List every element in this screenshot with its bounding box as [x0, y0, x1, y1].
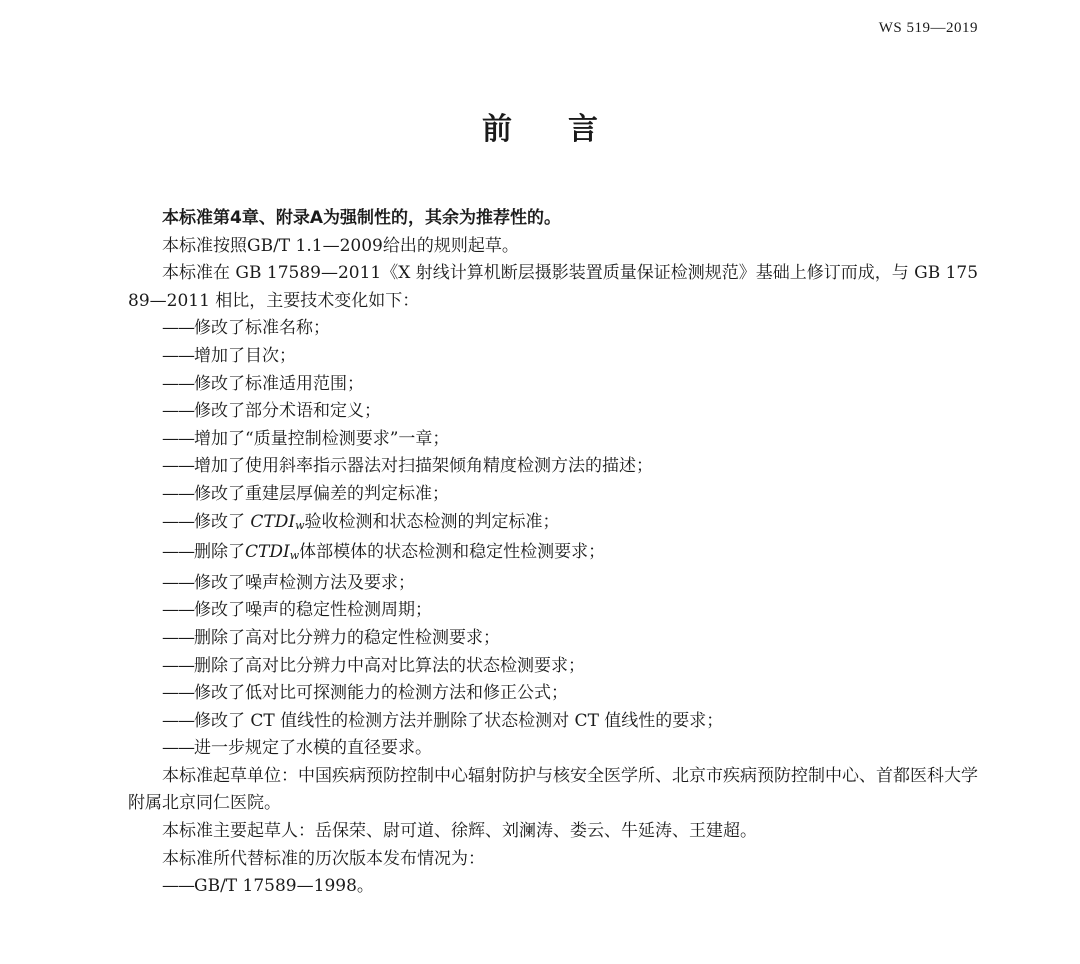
ctdi-symbol: CTDI: [250, 511, 296, 532]
document-body: [128, 205, 980, 901]
list-item: ——修改了部分术语和定义；: [162, 401, 381, 422]
list-item: ——修改了标准名称；: [162, 318, 330, 339]
list-item: ——修改了噪声检测方法及要求；: [162, 572, 415, 593]
ctdi-symbol: CTDI: [245, 542, 290, 563]
list-item: ——修改了低对比可探测能力的检测方法和修正公式；: [162, 683, 568, 704]
drafting-units: 本标准起草单位：中国疾病预防控制中心辐射防护与核安全医学所、北京市疾病预防控制中心、首都医科大学附属北京同仁医院。: [128, 765, 978, 814]
list-item: ——删除了CTDIw体部模体的状态检测和稳定性检测要求；: [162, 542, 606, 563]
ctdi-subscript: w: [295, 518, 305, 532]
list-item: ——修改了 CTDIw验收检测和状态检测的判定标准；: [162, 511, 560, 532]
list-item: ——修改了噪声的稳定性检测周期；: [162, 600, 432, 621]
list-item: ——增加了使用斜率指示器法对扫描架倾角精度检测方法的描述；: [162, 456, 653, 477]
main-drafters: 本标准主要起草人：岳保荣、尉可道、徐辉、刘澜涛、娄云、牛延涛、王建超。: [162, 821, 757, 842]
page-title: 前言: [482, 112, 654, 147]
history-version-item: ——GB/T 17589—1998。: [162, 876, 374, 897]
revision-basis: 本标准在 GB 17589—2011《X 射线计算机断层摄影装置质量保证检测规范》基础上修订而成，与 GB 17589—2011 相比，主要技术变化如下：: [128, 263, 979, 311]
list-item: ——修改了标准适用范围；: [162, 373, 364, 394]
list-item: ——删除了高对比分辨力的稳定性检测要求；: [162, 627, 500, 648]
list-item: ——修改了 CT 值线性的检测方法并删除了状态检测对 CT 值线性的要求；: [162, 710, 724, 731]
list-item: ——增加了“质量控制检测要求”一章；: [162, 428, 450, 449]
ctdi-subscript: w: [289, 549, 300, 563]
mandatory-note: 本标准第4章、附录A为强制性的，其余为推荐性的。: [162, 208, 561, 228]
list-item: ——删除了高对比分辨力中高对比算法的状态检测要求；: [162, 655, 585, 676]
list-item: ——进一步规定了水模的直径要求。: [162, 738, 432, 759]
list-item: ——修改了重建层厚偏差的判定标准；: [162, 483, 449, 504]
list-item: ——增加了目次；: [162, 345, 296, 366]
changes-list: [128, 315, 980, 763]
drafting-rule: 本标准按照GB/T 1.1—2009给出的规则起草。: [162, 235, 519, 256]
history-intro: 本标准所代替标准的历次版本发布情况为：: [162, 848, 485, 869]
standard-number: WS 519—2019: [878, 20, 978, 36]
